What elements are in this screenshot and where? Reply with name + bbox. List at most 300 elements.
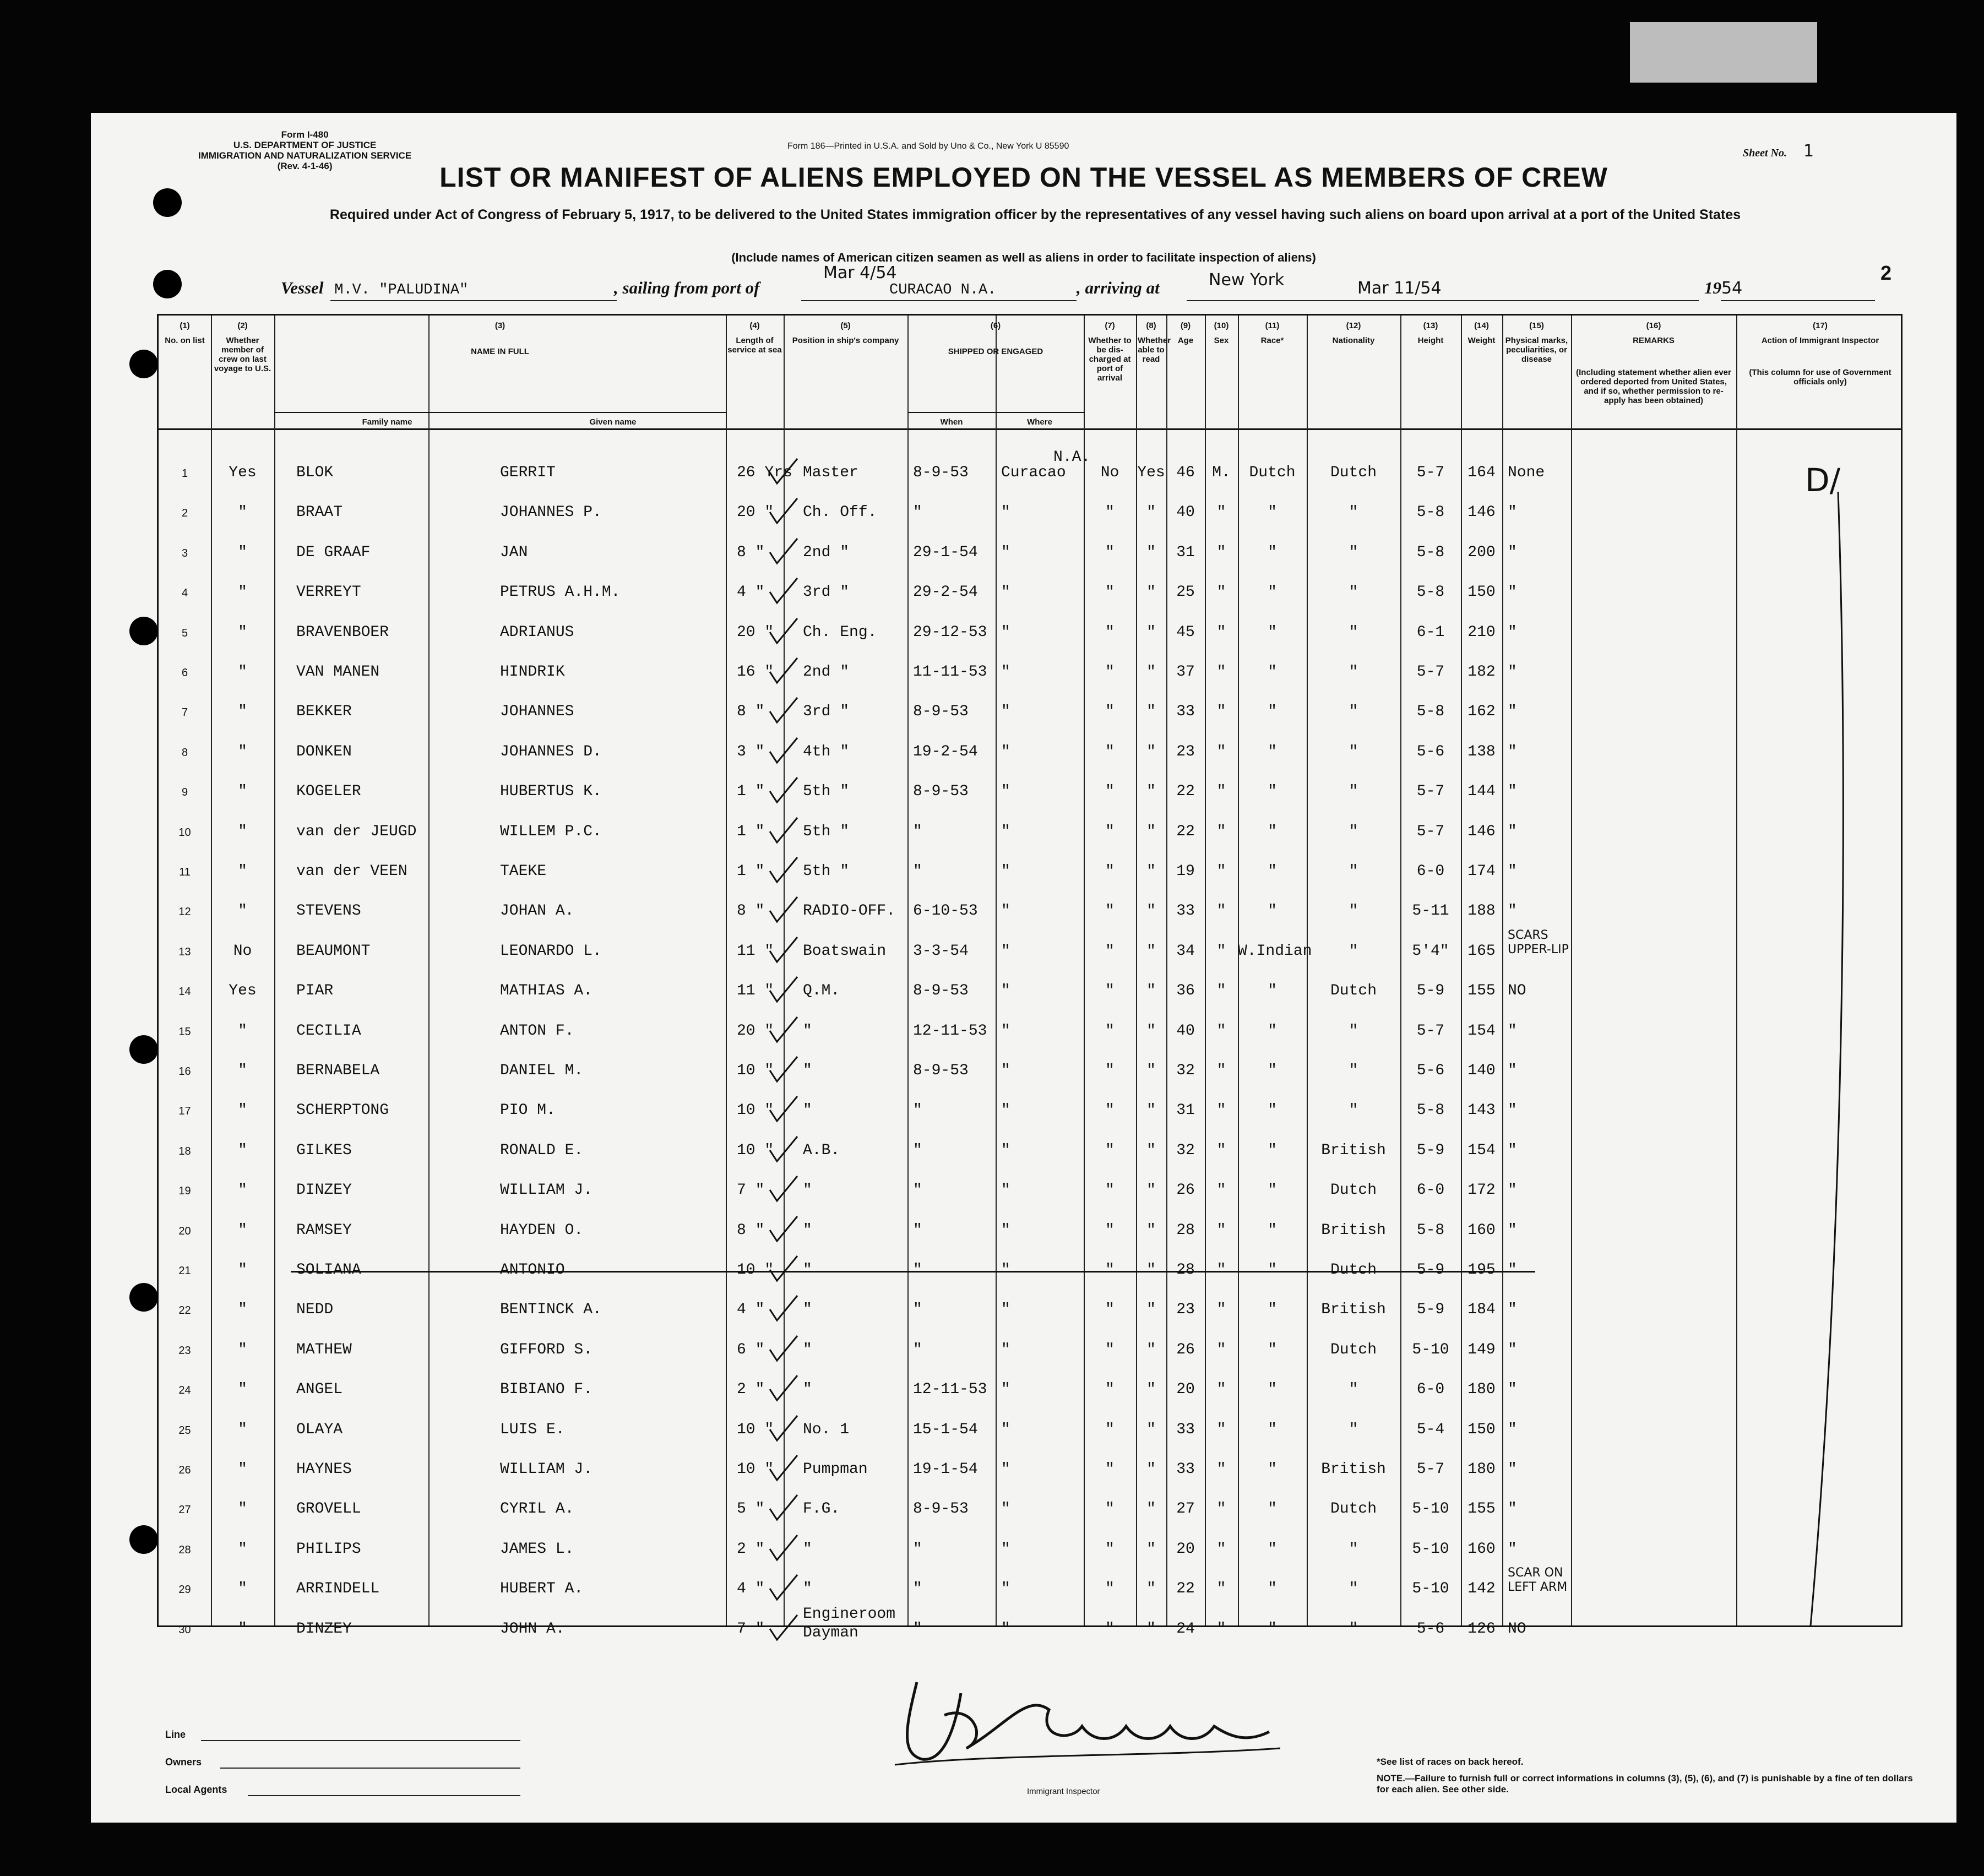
cell-nat: " [1349,743,1358,760]
cell-disch: " [1105,584,1115,601]
cell-marks: " [1508,1461,1517,1478]
penalty-note: NOTE.—Failure to furnish full or correct informations in columns (3), (5), (6), and (7) is punishable by a fine of ten dollars for each alien. See other side. [1377,1773,1913,1795]
cell-given: CYRIL A. [500,1500,574,1518]
cell-age: 26 [1176,1341,1195,1358]
table-row [159,1530,1904,1569]
cell-nat: British [1321,1221,1386,1239]
cell-disch: " [1105,1620,1115,1638]
cell-service: 4 " [737,1301,765,1319]
table-row [159,852,1904,891]
cell-position: Master [803,464,858,481]
cell-race: " [1268,1182,1277,1199]
cell-where: " [1001,1341,1010,1358]
cell-prev: " [238,1540,247,1558]
cell-given: WILLIAM J. [500,1182,593,1199]
cell-no: 14 [178,986,191,998]
cell-given: JOHAN A. [500,902,574,920]
check-mark [767,1612,800,1645]
cell-sex: " [1216,1421,1226,1438]
cell-sex: " [1216,543,1226,561]
cell-no: 19 [178,1185,191,1198]
cell-service: 26 Yrs [737,464,792,481]
where-header: Where [1027,417,1052,427]
cell-height: 5-8 [1416,703,1445,721]
manifest-sheet [91,113,1956,1823]
cell-disch: " [1105,783,1115,801]
cell-family: STEVENS [296,902,361,920]
cell-age: 33 [1176,1421,1195,1438]
column-number: (5) [840,321,851,330]
cell-prev: " [238,703,247,721]
column-header [785,321,906,345]
column-number: (17) [1813,321,1828,330]
sailing-date: Mar 4/54 [823,263,897,282]
column-header [1402,321,1459,345]
cell-when: " [913,1540,922,1558]
cell-read: " [1146,863,1156,880]
inspector-signature [884,1660,1302,1770]
cell-height: 5'4" [1412,942,1449,960]
check-mark [767,1214,800,1247]
column-header [160,321,209,345]
column-header [909,321,1082,356]
cell-marks: " [1508,902,1517,920]
cell-nat: Dutch [1330,1182,1377,1199]
cell-height: 5-4 [1416,1421,1445,1438]
cell-prev: " [238,1580,247,1598]
table-row [159,732,1904,772]
cell-read: " [1146,1461,1156,1478]
cell-no: 18 [178,1145,191,1157]
table-row [159,971,1904,1011]
column-header [1085,321,1134,383]
column-number: (8) [1146,321,1156,330]
column-number: (15) [1529,321,1544,330]
cell-prev: " [238,1381,247,1399]
cell-disch: " [1105,1341,1115,1358]
cell-prev: " [238,504,247,521]
cell-family: NEDD [296,1301,334,1319]
cell-read: " [1146,982,1156,1000]
cell-where: " [1001,863,1010,880]
cell-where: " [1001,1062,1010,1079]
cell-race: " [1268,1421,1277,1438]
column-label: Length of service at sea [727,336,782,355]
sailing-port: CURACAO N.A. [889,282,997,298]
column-header [1240,321,1305,345]
check-mark [767,894,800,927]
cell-where: " [1001,664,1010,681]
cell-disch: " [1105,504,1115,521]
cell-read: " [1146,743,1156,760]
check-mark [767,655,800,688]
cell-height: 5-10 [1412,1580,1449,1598]
cell-where: " [1001,504,1010,521]
cell-position: F.G. [803,1500,840,1518]
cell-race: " [1268,902,1277,920]
inspector-action-mark: D/ [1805,461,1841,499]
cell-where: " [1001,743,1010,760]
cell-when: 8-9-53 [913,1062,969,1079]
cell-age: 37 [1176,664,1195,681]
cell-nat: " [1349,543,1358,561]
cell-when: 29-12-53 [913,623,987,641]
column-header [1206,321,1236,345]
cell-service: 10 " [737,1102,774,1119]
cell-race: " [1268,1341,1277,1358]
cell-sex: " [1216,982,1226,1000]
cell-nat: " [1349,1620,1358,1638]
table-row [159,1605,1904,1649]
column-number: (9) [1180,321,1191,330]
column-number: (6) [990,321,1001,330]
check-mark [767,1492,800,1525]
table-row [159,891,1904,931]
cell-position: 3rd " [803,703,850,721]
column-label: Action of Immigrant Inspector [1761,336,1879,345]
check-mark [767,1453,800,1486]
cell-race: " [1268,863,1277,880]
column-label: Whether to be dis-charged at port of arrival [1088,336,1132,383]
cell-weight: 146 [1467,823,1496,840]
cell-prev: " [238,863,247,880]
sheet-number [1743,142,1814,161]
cell-weight: 188 [1467,902,1496,920]
cell-no: 22 [178,1304,191,1317]
check-mark [767,496,800,529]
table-row [159,1489,1904,1529]
cell-age: 31 [1176,543,1195,561]
cell-given: MATHIAS A. [500,982,593,1000]
cell-service: 20 " [737,623,774,641]
cell-weight: 155 [1467,1500,1496,1518]
cell-disch: " [1105,1500,1115,1518]
cell-race: " [1268,1301,1277,1319]
cell-when: 6-10-53 [913,902,978,920]
cell-service: 4 " [737,1580,765,1598]
cell-family: SCHERPTONG [296,1102,389,1119]
cell-weight: 154 [1467,1141,1496,1159]
cell-where: " [1001,1141,1010,1159]
cell-marks: " [1508,1341,1517,1358]
cell-nat: " [1349,1022,1358,1040]
cell-marks: " [1508,1421,1517,1438]
cell-sex: " [1216,823,1226,840]
column-label: Height [1417,336,1444,345]
cell-age: 28 [1176,1261,1195,1279]
cell-read: " [1146,1580,1156,1598]
table-row [159,1171,1904,1210]
cell-marks: " [1508,743,1517,760]
cell-prev: " [238,1261,247,1279]
cell-read: " [1146,1620,1156,1638]
cell-read: " [1146,664,1156,681]
cell-prev: Yes [229,464,257,481]
cell-no: 17 [178,1105,191,1118]
column-label: Sex [1214,336,1229,345]
cell-race: " [1268,1620,1277,1638]
cell-where: " [1001,543,1010,561]
cell-age: 31 [1176,1102,1195,1119]
cell-marks: " [1508,543,1517,561]
cell-position: 2nd " [803,543,850,561]
cell-given: DANIEL M. [500,1062,584,1079]
cell-when: 19-1-54 [913,1461,978,1478]
cell-race: " [1268,1062,1277,1079]
check-mark [767,536,800,569]
cell-sex: " [1216,623,1226,641]
column-header [1308,321,1399,345]
column-header [1463,321,1501,345]
cell-no: 3 [181,547,188,559]
revision: (Rev. 4-1-46) [277,161,333,171]
cell-nat: " [1349,664,1358,681]
table-row [159,613,1904,652]
column-number: (14) [1474,321,1489,330]
table-row [159,652,1904,692]
cell-when: " [913,1620,922,1638]
cell-height: 5-6 [1416,1620,1445,1638]
cell-disch: " [1105,1102,1115,1119]
cell-when: 8-9-53 [913,464,969,481]
port-rule [801,300,1077,301]
cell-marks: NO [1508,982,1526,1000]
column-number: (1) [180,321,190,330]
cell-read: " [1146,1261,1156,1279]
cell-height: 5-8 [1416,1221,1445,1239]
cell-height: 6-0 [1416,1182,1445,1199]
cell-when: " [913,1141,922,1159]
cell-when: " [913,1102,922,1119]
check-mark [767,1173,800,1206]
cell-weight: 160 [1467,1540,1496,1558]
cell-position: Engineroom Dayman [803,1605,896,1641]
cell-disch: " [1105,982,1115,1000]
cell-height: 5-8 [1416,543,1445,561]
cell-age: 23 [1176,743,1195,760]
cell-race: " [1268,1221,1277,1239]
cell-height: 5-10 [1412,1341,1449,1358]
cell-race: " [1268,1461,1277,1478]
cell-read: " [1146,1182,1156,1199]
cell-disch: " [1105,942,1115,960]
inclusion-note: (Include names of American citizen seamen as well as aliens in order to facilitate inspection of aliens) [731,251,1316,264]
cell-service: 5 " [737,1500,765,1518]
cell-disch: " [1105,623,1115,641]
cell-nat: " [1349,504,1358,521]
column-label: Physical marks, peculiarities, or disease [1505,336,1568,364]
cell-weight: 146 [1467,504,1496,521]
cell-when: " [913,1341,922,1358]
cell-marks: " [1508,584,1517,601]
cell-sex: " [1216,902,1226,920]
punch-hole [129,1035,158,1064]
arriving-date-wrap [1357,278,1442,298]
cell-height: 5-7 [1416,783,1445,801]
cell-service: 10 " [737,1461,774,1478]
cell-weight: 150 [1467,1421,1496,1438]
cell-race: " [1268,1261,1277,1279]
cell-height: 5-7 [1416,664,1445,681]
cell-disch: " [1105,863,1115,880]
cell-sex: " [1216,504,1226,521]
cell-height: 5-8 [1416,584,1445,601]
check-mark [767,855,800,888]
cell-marks: " [1508,1141,1517,1159]
cell-given: JAMES L. [500,1540,574,1558]
check-mark [767,1532,800,1565]
cell-service: 16 " [737,664,774,681]
cell-position: " [803,1102,812,1119]
cell-service: 1 " [737,783,765,801]
cell-disch: " [1105,823,1115,840]
cell-weight: 174 [1467,863,1496,880]
cell-no: 11 [179,866,191,878]
cell-nat: " [1349,1421,1358,1438]
cell-weight: 172 [1467,1182,1496,1199]
vessel-label: Vessel [281,278,324,297]
cell-sex: " [1216,942,1226,960]
cell-age: 22 [1176,783,1195,801]
agents-label: Local Agents [165,1784,227,1795]
cell-nat: " [1349,703,1358,721]
cell-where: " [1001,1381,1010,1399]
cell-where: " [1001,1301,1010,1319]
cell-race: " [1268,1102,1277,1119]
cell-weight: 180 [1467,1381,1496,1399]
cell-position: 5th " [803,823,850,840]
column-number: (3) [494,321,505,330]
sheet-value: 1 [1803,142,1814,161]
cell-race: " [1268,1500,1277,1518]
column-label: Whether able to read [1138,336,1171,364]
table-row [159,692,1904,732]
cell-no: 20 [178,1225,191,1237]
cell-sex: " [1216,1261,1226,1279]
table-row [159,449,1904,493]
cell-given: JOHN A. [500,1620,565,1638]
cell-nat: " [1349,783,1358,801]
cell-nat: " [1349,823,1358,840]
cell-nat: " [1349,1540,1358,1558]
races-note: *See list of races on back hereof. [1377,1757,1524,1767]
year-prefix: 19 [1704,278,1721,297]
cell-prev: " [238,743,247,760]
cell-prev: " [238,1022,247,1040]
cell-nat: Dutch [1330,982,1377,1000]
cell-family: VERREYT [296,584,361,601]
cell-where: " [1001,902,1010,920]
cell-when: " [913,1580,922,1598]
cell-given: GERRIT [500,464,556,481]
cell-position: No. 1 [803,1421,850,1438]
cell-sex: " [1216,863,1226,880]
cell-service: 8 " [737,902,765,920]
cell-age: 32 [1176,1062,1195,1079]
cell-given: RONALD E. [500,1141,584,1159]
cell-read: " [1146,543,1156,561]
cell-given: JOHANNES D. [500,743,602,760]
cell-nat: " [1349,902,1358,920]
column-header [276,321,724,356]
port-wrap [889,278,996,298]
punch-hole [129,617,158,645]
cell-position: " [803,1022,812,1040]
cell-position: 5th " [803,863,850,880]
cell-position: " [803,1381,812,1399]
cell-service: 20 " [737,1022,774,1040]
cell-height: 5-7 [1416,464,1445,481]
cell-family: PHILIPS [296,1540,361,1558]
cell-disch: " [1105,902,1115,920]
table-row [159,493,1904,532]
cell-given: HUBERTUS K. [500,783,602,801]
when-header: When [940,417,963,427]
column-header [1573,321,1735,345]
cell-disch: " [1105,1461,1115,1478]
cell-service: 2 " [737,1540,765,1558]
cell-age: 20 [1176,1540,1195,1558]
column-label: Position in ship's company [792,336,899,345]
cell-weight: 154 [1467,1022,1496,1040]
cell-when: 15-1-54 [913,1421,978,1438]
table-row [159,1051,1904,1091]
cell-given: PETRUS A.H.M. [500,584,621,601]
table-row [159,1330,1904,1370]
cell-where: " [1001,1421,1010,1438]
cell-no: 27 [178,1504,191,1516]
cell-read: " [1146,703,1156,721]
cell-family: van der VEEN [296,863,407,880]
cell-height: 5-8 [1416,504,1445,521]
cell-nat: Dutch [1330,1500,1377,1518]
cell-no: 24 [178,1384,191,1397]
cell-prev: " [238,823,247,840]
cell-marks: " [1508,1102,1517,1119]
cell-age: 22 [1176,823,1195,840]
cell-no: 7 [181,706,188,719]
cell-marks: " [1508,1261,1517,1279]
cell-marks: " [1508,1381,1517,1399]
table-row [159,1290,1904,1330]
cell-family: BLOK [296,464,334,481]
cell-position: RADIO-OFF. [803,902,896,920]
column-number: (16) [1646,321,1661,330]
cell-when: " [913,823,922,840]
cell-service: 20 " [737,504,774,521]
cell-no: 29 [178,1584,191,1596]
cell-age: 33 [1176,902,1195,920]
cell-when: 3-3-54 [913,942,969,960]
cell-where: " [1001,1540,1010,1558]
cell-marks: " [1508,504,1517,521]
cell-age: 28 [1176,1221,1195,1239]
check-mark [767,1333,800,1366]
remarks-note: (Including statement whether alien ever ordered deported from United States, and if so, whether permission to re-apply has been obtained) [1576,368,1731,405]
cell-where: Curacao [1001,464,1066,481]
cell-given: HUBERT A. [500,1580,584,1598]
cell-nat: British [1321,1461,1386,1478]
cell-family: BEKKER [296,703,352,721]
cell-disch: " [1105,1182,1115,1199]
cell-when: 29-1-54 [913,543,978,561]
cell-race: " [1268,783,1277,801]
cell-prev: " [238,1221,247,1239]
cell-height: 5-8 [1416,1102,1445,1119]
pen-line [1789,481,1855,1692]
cell-nat: " [1349,1381,1358,1399]
line-label: Line [165,1729,186,1740]
